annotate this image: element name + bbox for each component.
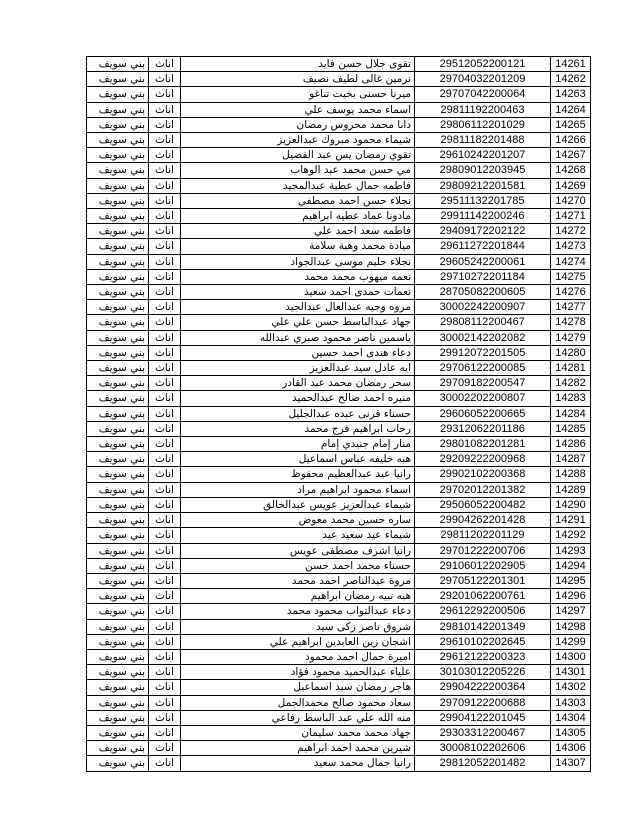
governorate-cell: بني سويف [87, 558, 149, 573]
governorate-cell: بني سويف [87, 741, 149, 756]
national-id-cell: 29605242200061 [415, 254, 551, 269]
table-row [87, 756, 591, 771]
name-cell: هاجر رمضان سيد اسماعيل [181, 680, 415, 695]
gender-cell: اناث [149, 224, 181, 239]
gender-cell: اناث [149, 72, 181, 87]
governorate-cell: بني سويف [87, 102, 149, 117]
serial-number-cell: 14280 [551, 345, 591, 360]
name-cell: مي حسن محمد عبد الوهاب [181, 163, 415, 178]
national-id-cell: 29812052201482 [415, 756, 551, 771]
table-row [87, 102, 591, 117]
serial-number-cell: 14303 [551, 695, 591, 710]
gender-cell: اناث [149, 513, 181, 528]
governorate-cell: بني سويف [87, 224, 149, 239]
gender-cell: اناث [149, 558, 181, 573]
name-cell: جهاد عبدالباسط حسن علي علي [181, 315, 415, 330]
national-id-cell: 29705122201301 [415, 573, 551, 588]
name-cell: دعاء عبدالتواب محمود محمد [181, 604, 415, 619]
table-row [87, 725, 591, 740]
gender-cell: اناث [149, 102, 181, 117]
table-row [87, 315, 591, 330]
gender-cell: اناث [149, 361, 181, 376]
gender-cell: اناث [149, 573, 181, 588]
name-cell: اميرة جمال احمد محمود [181, 649, 415, 664]
governorate-cell: بني سويف [87, 178, 149, 193]
national-id-cell: 29409172202122 [415, 224, 551, 239]
national-id-cell: 29902102200368 [415, 467, 551, 482]
table-row [87, 361, 591, 376]
gender-cell: اناث [149, 391, 181, 406]
governorate-cell: بني سويف [87, 87, 149, 102]
name-cell: تقوى جلال حسن فايد [181, 57, 415, 72]
table-row [87, 376, 591, 391]
governorate-cell: بني سويف [87, 452, 149, 467]
serial-number-cell: 14291 [551, 513, 591, 528]
name-cell: شروق ناصر زكى سيد [181, 619, 415, 634]
national-id-cell: 29809212201581 [415, 178, 551, 193]
serial-number-cell: 14295 [551, 573, 591, 588]
governorate-cell: بني سويف [87, 285, 149, 300]
gender-cell: اناث [149, 604, 181, 619]
serial-number-cell: 14289 [551, 482, 591, 497]
serial-number-cell: 14274 [551, 254, 591, 269]
name-cell: ساره حسين محمد معوض [181, 513, 415, 528]
table-row [87, 300, 591, 315]
name-cell: ميرنا حسنى بخيت تناغو [181, 87, 415, 102]
national-id-cell: 29606052200665 [415, 406, 551, 421]
name-cell: نعمات حمدى احمد سعيد [181, 285, 415, 300]
gender-cell: اناث [149, 619, 181, 634]
name-cell: تقوي رمضان يس عبد الفضيل [181, 148, 415, 163]
national-id-cell: 29806112201029 [415, 117, 551, 132]
serial-number-cell: 14307 [551, 756, 591, 771]
applicants-table [86, 56, 591, 772]
national-id-cell: 30002242200907 [415, 300, 551, 315]
table-row [87, 513, 591, 528]
national-id-cell: 29511132201785 [415, 193, 551, 208]
serial-number-cell: 14286 [551, 437, 591, 452]
national-id-cell: 29811202201129 [415, 528, 551, 543]
table-row [87, 467, 591, 482]
name-cell: مروة عبدالناصر احمد محمد [181, 573, 415, 588]
gender-cell: اناث [149, 497, 181, 512]
table-row [87, 619, 591, 634]
gender-cell: اناث [149, 437, 181, 452]
governorate-cell: بني سويف [87, 209, 149, 224]
serial-number-cell: 14281 [551, 361, 591, 376]
serial-number-cell: 14264 [551, 102, 591, 117]
governorate-cell: بني سويف [87, 300, 149, 315]
gender-cell: اناث [149, 634, 181, 649]
serial-number-cell: 14290 [551, 497, 591, 512]
gender-cell: اناث [149, 178, 181, 193]
name-cell: نجلاء حليم موسى عبدالجواد [181, 254, 415, 269]
serial-number-cell: 14266 [551, 133, 591, 148]
governorate-cell: بني سويف [87, 695, 149, 710]
name-cell: هبه خليفه عباس اسماعيل [181, 452, 415, 467]
table-row [87, 239, 591, 254]
table-row [87, 345, 591, 360]
name-cell: دانا محمد محروس رمضان [181, 117, 415, 132]
table-row [87, 57, 591, 72]
national-id-cell: 29106012202905 [415, 558, 551, 573]
table-row [87, 269, 591, 284]
national-id-cell: 30002142202082 [415, 330, 551, 345]
national-id-cell: 30103012205226 [415, 665, 551, 680]
serial-number-cell: 14294 [551, 558, 591, 573]
serial-number-cell: 14262 [551, 72, 591, 87]
gender-cell: اناث [149, 345, 181, 360]
name-cell: فاطمه جمال عطية عبدالمجيد [181, 178, 415, 193]
table-body [87, 57, 591, 772]
serial-number-cell: 14302 [551, 680, 591, 695]
table-row [87, 665, 591, 680]
governorate-cell: بني سويف [87, 376, 149, 391]
name-cell: حسناء قرنى عبده عبدالجليل [181, 406, 415, 421]
table-row [87, 285, 591, 300]
name-cell: شيماء عبدالعزيز عويس عبدالخالق [181, 497, 415, 512]
gender-cell: اناث [149, 254, 181, 269]
gender-cell: اناث [149, 725, 181, 740]
national-id-cell: 29209222200968 [415, 452, 551, 467]
table-row [87, 209, 591, 224]
gender-cell: اناث [149, 285, 181, 300]
gender-cell: اناث [149, 148, 181, 163]
name-cell: ياسمين ناصر محمود صبري عبدالله [181, 330, 415, 345]
national-id-cell: 29709122200688 [415, 695, 551, 710]
table-row [87, 72, 591, 87]
national-id-cell: 29303312200467 [415, 725, 551, 740]
serial-number-cell: 14284 [551, 406, 591, 421]
gender-cell: اناث [149, 57, 181, 72]
name-cell: ميادة محمد وهبة سلامة [181, 239, 415, 254]
governorate-cell: بني سويف [87, 254, 149, 269]
serial-number-cell: 14261 [551, 57, 591, 72]
national-id-cell: 28705082200605 [415, 285, 551, 300]
name-cell: سعاد محمود صالح محمدالجمل [181, 695, 415, 710]
name-cell: نجلاء حسن احمد مصطفي [181, 193, 415, 208]
gender-cell: اناث [149, 193, 181, 208]
national-id-cell: 29512052200121 [415, 57, 551, 72]
national-id-cell: 29904122201045 [415, 710, 551, 725]
governorate-cell: بني سويف [87, 710, 149, 725]
gender-cell: اناث [149, 300, 181, 315]
national-id-cell: 29701222200706 [415, 543, 551, 558]
serial-number-cell: 14305 [551, 725, 591, 740]
name-cell: شيماء محمود مبروك عبدالعزيز [181, 133, 415, 148]
table-row [87, 452, 591, 467]
national-id-cell: 29612122200323 [415, 649, 551, 664]
table-row [87, 163, 591, 178]
serial-number-cell: 14267 [551, 148, 591, 163]
national-id-cell: 29706122200085 [415, 361, 551, 376]
governorate-cell: بني سويف [87, 330, 149, 345]
national-id-cell: 29811182201488 [415, 133, 551, 148]
national-id-cell: 29611272201844 [415, 239, 551, 254]
table-row [87, 680, 591, 695]
name-cell: اسماء محمد يوسف علي [181, 102, 415, 117]
gender-cell: اناث [149, 680, 181, 695]
name-cell: هبه نبيه رمضان ابراهيم [181, 589, 415, 604]
gender-cell: اناث [149, 376, 181, 391]
gender-cell: اناث [149, 133, 181, 148]
table-row [87, 421, 591, 436]
gender-cell: اناث [149, 482, 181, 497]
national-id-cell: 29506052200482 [415, 497, 551, 512]
serial-number-cell: 14299 [551, 634, 591, 649]
table-row [87, 406, 591, 421]
serial-number-cell: 14263 [551, 87, 591, 102]
national-id-cell: 29201062200761 [415, 589, 551, 604]
governorate-cell: بني سويف [87, 72, 149, 87]
table-row [87, 117, 591, 132]
table-row [87, 330, 591, 345]
table-row [87, 254, 591, 269]
governorate-cell: بني سويف [87, 117, 149, 132]
name-cell: رانيا جمال محمد سعيد [181, 756, 415, 771]
serial-number-cell: 14296 [551, 589, 591, 604]
name-cell: شيماء عيد سعيد عيد [181, 528, 415, 543]
gender-cell: اناث [149, 209, 181, 224]
governorate-cell: بني سويف [87, 163, 149, 178]
national-id-cell: 29704032201209 [415, 72, 551, 87]
name-cell: نرمين غالى لطيف نصيف [181, 72, 415, 87]
national-id-cell: 29707042200064 [415, 87, 551, 102]
gender-cell: اناث [149, 467, 181, 482]
governorate-cell: بني سويف [87, 619, 149, 634]
table-row [87, 589, 591, 604]
national-id-cell: 29904222200364 [415, 680, 551, 695]
name-cell: مادونا عماد عطيه ابراهيم [181, 209, 415, 224]
serial-number-cell: 14301 [551, 665, 591, 680]
governorate-cell: بني سويف [87, 543, 149, 558]
governorate-cell: بني سويف [87, 345, 149, 360]
national-id-cell: 29810142201349 [415, 619, 551, 634]
name-cell: ايه عادل سيد عبدالعزيز [181, 361, 415, 376]
serial-number-cell: 14282 [551, 376, 591, 391]
name-cell: منار إمام جنيدي إمام [181, 437, 415, 452]
national-id-cell: 29912072201505 [415, 345, 551, 360]
governorate-cell: بني سويف [87, 665, 149, 680]
gender-cell: اناث [149, 452, 181, 467]
governorate-cell: بني سويف [87, 361, 149, 376]
governorate-cell: بني سويف [87, 57, 149, 72]
serial-number-cell: 14298 [551, 619, 591, 634]
serial-number-cell: 14306 [551, 741, 591, 756]
gender-cell: اناث [149, 87, 181, 102]
serial-number-cell: 14265 [551, 117, 591, 132]
governorate-cell: بني سويف [87, 649, 149, 664]
name-cell: مروه وجيه عبدالعال عبدالجيد [181, 300, 415, 315]
serial-number-cell: 14279 [551, 330, 591, 345]
governorate-cell: بني سويف [87, 239, 149, 254]
name-cell: رحاب ابراهيم فرج محمد [181, 421, 415, 436]
governorate-cell: بني سويف [87, 497, 149, 512]
table-row [87, 543, 591, 558]
gender-cell: اناث [149, 589, 181, 604]
gender-cell: اناث [149, 163, 181, 178]
serial-number-cell: 14285 [551, 421, 591, 436]
serial-number-cell: 14270 [551, 193, 591, 208]
name-cell: منيره احمد صالح عبدالحميد [181, 391, 415, 406]
table-row [87, 528, 591, 543]
table-row [87, 649, 591, 664]
name-cell: فاطمه سعد احمد علي [181, 224, 415, 239]
serial-number-cell: 14272 [551, 224, 591, 239]
governorate-cell: بني سويف [87, 421, 149, 436]
serial-number-cell: 14300 [551, 649, 591, 664]
governorate-cell: بني سويف [87, 513, 149, 528]
name-cell: دعاء هندى احمد حسين [181, 345, 415, 360]
table-row [87, 193, 591, 208]
gender-cell: اناث [149, 117, 181, 132]
national-id-cell: 29312062201186 [415, 421, 551, 436]
name-cell: اسماء محمود ابراهيم مراد [181, 482, 415, 497]
name-cell: سحر رمضان محمد عبد القادر [181, 376, 415, 391]
serial-number-cell: 14269 [551, 178, 591, 193]
national-id-cell: 29904262201428 [415, 513, 551, 528]
governorate-cell: بني سويف [87, 680, 149, 695]
name-cell: رانيا عيد عبدالعظيم محفوظ [181, 467, 415, 482]
table-row [87, 741, 591, 756]
serial-number-cell: 14275 [551, 269, 591, 284]
national-id-cell: 29612292200506 [415, 604, 551, 619]
table-row [87, 87, 591, 102]
governorate-cell: بني سويف [87, 573, 149, 588]
table-row [87, 497, 591, 512]
governorate-cell: بني سويف [87, 482, 149, 497]
national-id-cell: 29710272201184 [415, 269, 551, 284]
table-row [87, 695, 591, 710]
governorate-cell: بني سويف [87, 604, 149, 619]
national-id-cell: 29801082201281 [415, 437, 551, 452]
national-id-cell: 30002202200807 [415, 391, 551, 406]
table-row [87, 482, 591, 497]
serial-number-cell: 14276 [551, 285, 591, 300]
gender-cell: اناث [149, 756, 181, 771]
gender-cell: اناث [149, 421, 181, 436]
national-id-cell: 29610242201207 [415, 148, 551, 163]
governorate-cell: بني سويف [87, 756, 149, 771]
serial-number-cell: 14292 [551, 528, 591, 543]
name-cell: حسناء محمد احمد حسن [181, 558, 415, 573]
table-row [87, 391, 591, 406]
governorate-cell: بني سويف [87, 315, 149, 330]
serial-number-cell: 14297 [551, 604, 591, 619]
serial-number-cell: 14277 [551, 300, 591, 315]
national-id-cell: 29702012201382 [415, 482, 551, 497]
serial-number-cell: 14268 [551, 163, 591, 178]
governorate-cell: بني سويف [87, 725, 149, 740]
national-id-cell: 29808112200467 [415, 315, 551, 330]
name-cell: علياء عبدالحميد محمود فؤاد [181, 665, 415, 680]
gender-cell: اناث [149, 741, 181, 756]
table-row [87, 710, 591, 725]
name-cell: شيرين محمد احمد ابراهيم [181, 741, 415, 756]
name-cell: جهاد محمد محمد سليمان [181, 725, 415, 740]
gender-cell: اناث [149, 543, 181, 558]
serial-number-cell: 14271 [551, 209, 591, 224]
name-cell: اشجان زين العابدين ابراهيم علي [181, 634, 415, 649]
serial-number-cell: 14273 [551, 239, 591, 254]
table-row [87, 148, 591, 163]
name-cell: منه الله علي عبد الباسط رفاعي [181, 710, 415, 725]
gender-cell: اناث [149, 269, 181, 284]
governorate-cell: بني سويف [87, 467, 149, 482]
national-id-cell: 29610102202645 [415, 634, 551, 649]
governorate-cell: بني سويف [87, 406, 149, 421]
table-row [87, 437, 591, 452]
table-row [87, 634, 591, 649]
serial-number-cell: 14283 [551, 391, 591, 406]
table-row [87, 604, 591, 619]
table-row [87, 133, 591, 148]
table-row [87, 573, 591, 588]
governorate-cell: بني سويف [87, 437, 149, 452]
national-id-cell: 29709182200547 [415, 376, 551, 391]
serial-number-cell: 14288 [551, 467, 591, 482]
gender-cell: اناث [149, 710, 181, 725]
national-id-cell: 29809012203945 [415, 163, 551, 178]
serial-number-cell: 14278 [551, 315, 591, 330]
governorate-cell: بني سويف [87, 528, 149, 543]
governorate-cell: بني سويف [87, 148, 149, 163]
gender-cell: اناث [149, 330, 181, 345]
serial-number-cell: 14287 [551, 452, 591, 467]
gender-cell: اناث [149, 695, 181, 710]
governorate-cell: بني سويف [87, 133, 149, 148]
table-row [87, 178, 591, 193]
table-row [87, 224, 591, 239]
governorate-cell: بني سويف [87, 193, 149, 208]
gender-cell: اناث [149, 528, 181, 543]
national-id-cell: 30008102202606 [415, 741, 551, 756]
governorate-cell: بني سويف [87, 391, 149, 406]
name-cell: رانيا اشرف مصطفى عويس [181, 543, 415, 558]
national-id-cell: 29811192200463 [415, 102, 551, 117]
table-row [87, 558, 591, 573]
gender-cell: اناث [149, 665, 181, 680]
gender-cell: اناث [149, 649, 181, 664]
serial-number-cell: 14293 [551, 543, 591, 558]
governorate-cell: بني سويف [87, 269, 149, 284]
national-id-cell: 29911142200246 [415, 209, 551, 224]
name-cell: نعمه ميهوب محمد محمد [181, 269, 415, 284]
governorate-cell: بني سويف [87, 589, 149, 604]
gender-cell: اناث [149, 406, 181, 421]
gender-cell: اناث [149, 239, 181, 254]
governorate-cell: بني سويف [87, 634, 149, 649]
serial-number-cell: 14304 [551, 710, 591, 725]
gender-cell: اناث [149, 315, 181, 330]
